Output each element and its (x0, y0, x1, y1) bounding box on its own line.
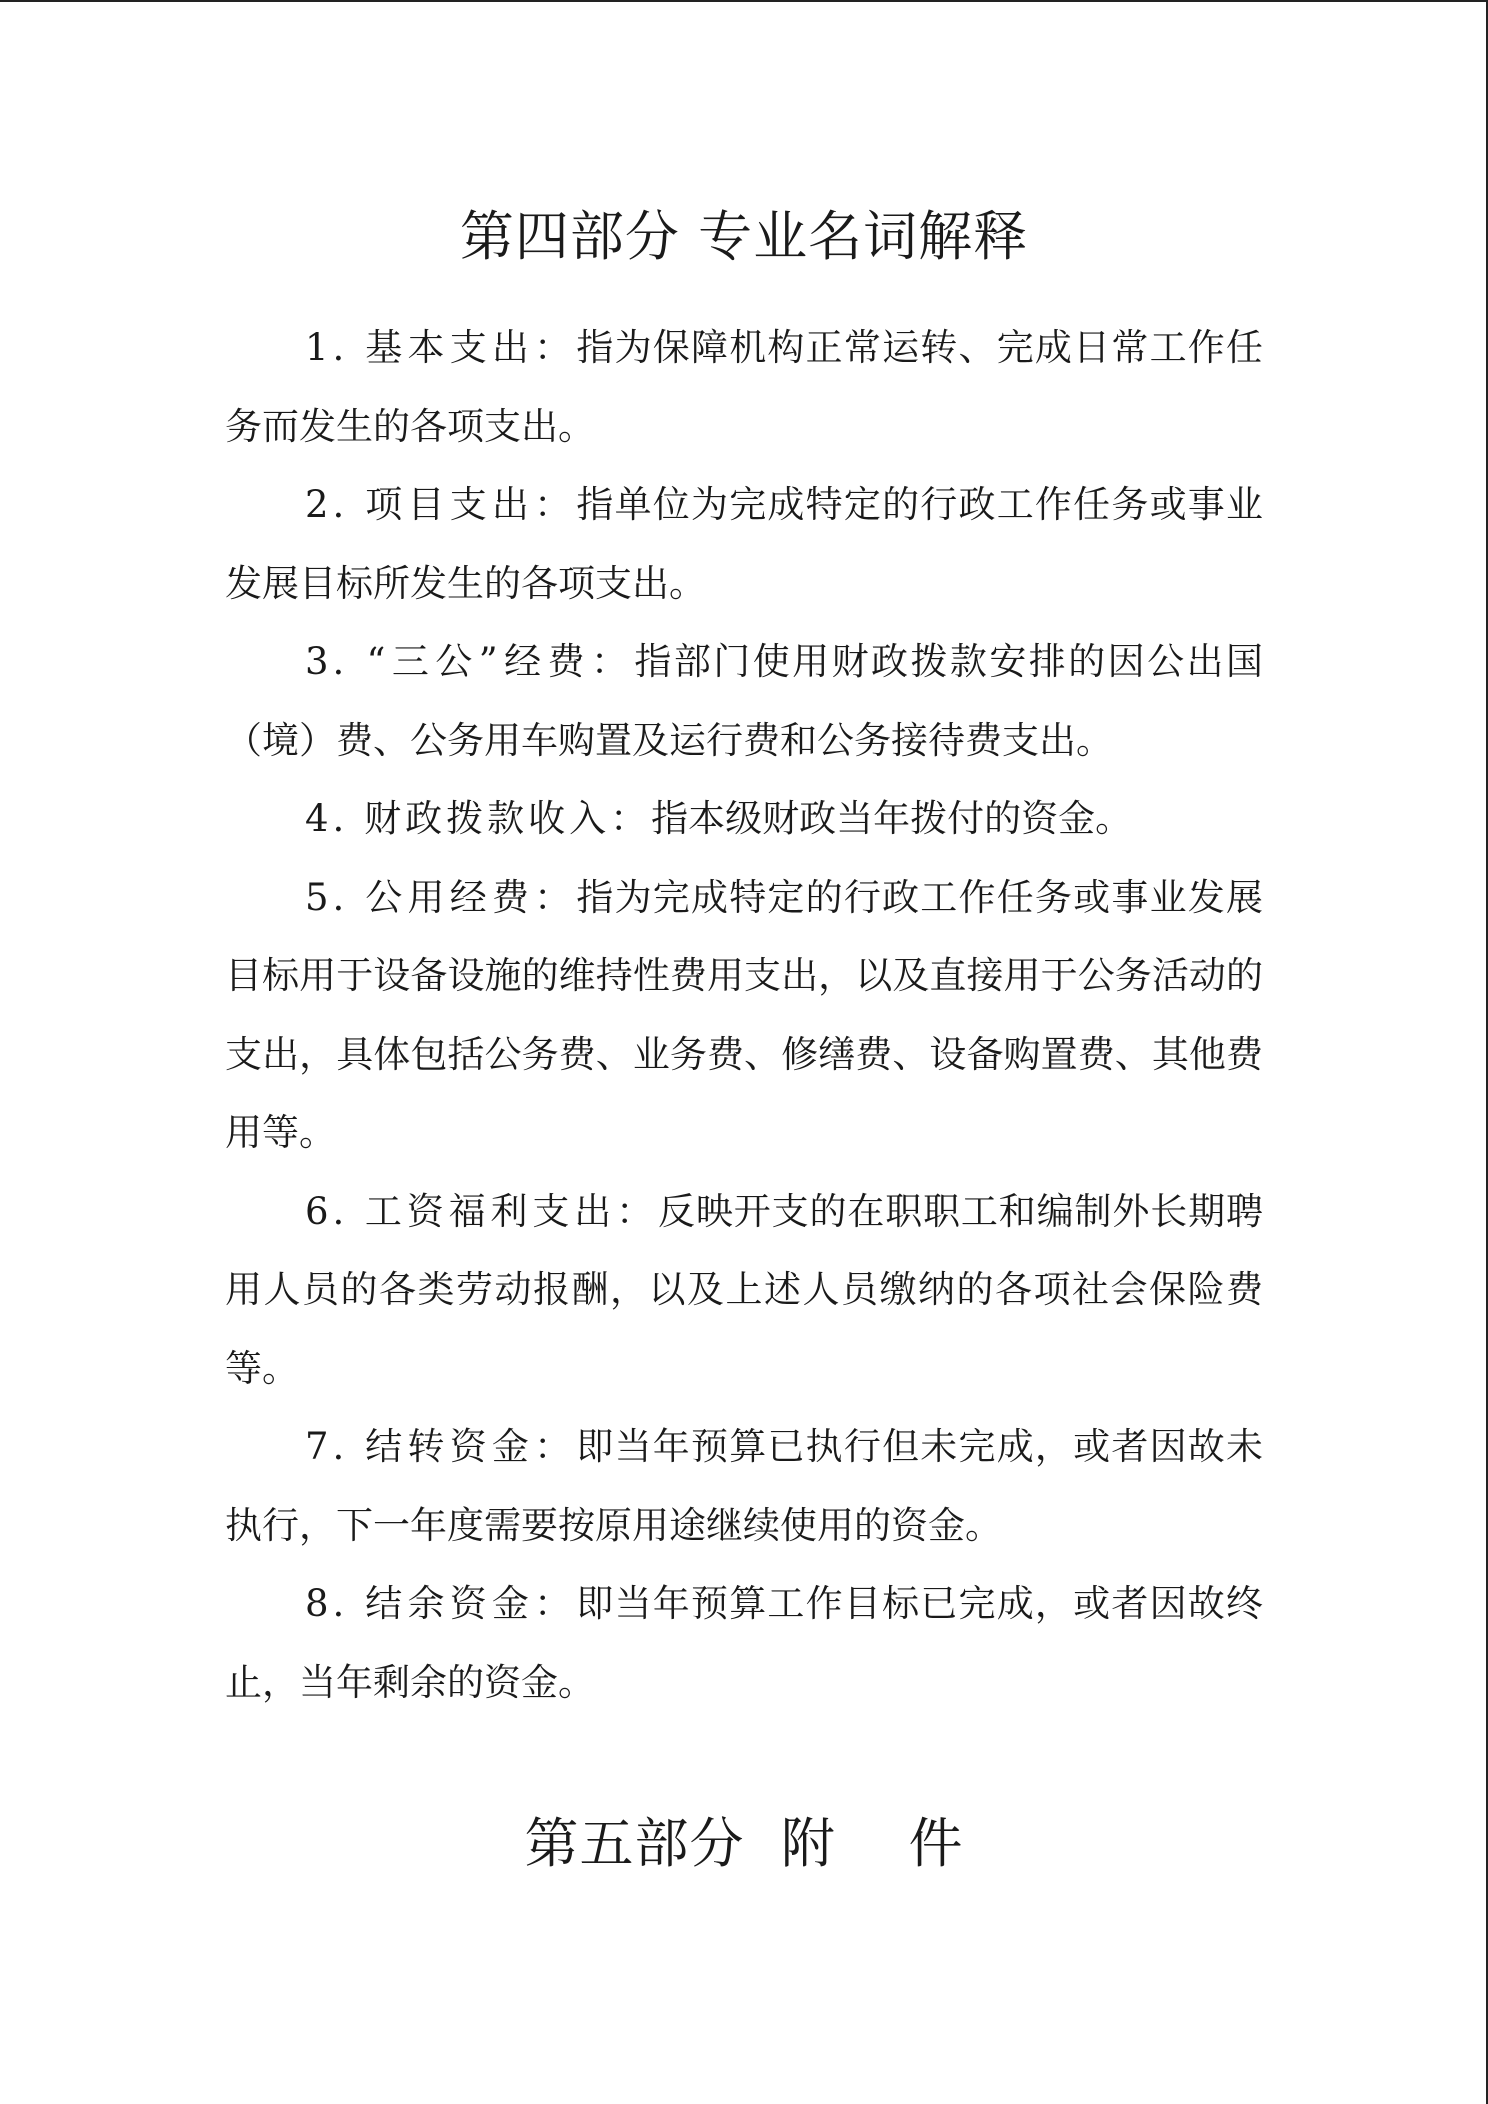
glossary-definition: 反映开支的在职职工和编制外长期聘用人员的各类劳动报酬，以及上述人员缴纳的各项社会保险费等。 (225, 1189, 1263, 1390)
glossary-list (225, 309, 1263, 1722)
glossary-definition: 指单位为完成特定的行政工作任务或事业发展目标所发生的各项支出。 (225, 483, 1263, 605)
glossary-term: 7. 结转资金： (305, 1425, 577, 1468)
glossary-definition: 即当年预算已执行但未完成，或者因故未执行，下一年度需要按原用途继续使用的资金。 (225, 1425, 1263, 1547)
section-title-part5: 第五部分 附 件 (524, 1812, 964, 1875)
glossary-item-3 (225, 623, 1263, 780)
glossary-item-7 (225, 1408, 1263, 1565)
glossary-definition: 指为保障机构正常运转、完成日常工作任务而发生的各项支出。 (225, 326, 1263, 448)
glossary-item-5 (225, 859, 1263, 1173)
glossary-item-2 (225, 466, 1263, 623)
glossary-definition: 指本级财政当年拨付的资金。 (651, 797, 1133, 840)
glossary-term: 6. 工资福利支出： (305, 1189, 658, 1233)
glossary-definition: 指部门使用财政拨款安排的因公出国（境）费、公务用车购置及运行费和公务接待费支出。 (225, 640, 1263, 762)
glossary-definition: 指为完成特定的行政工作任务或事业发展目标用于设备设施的维持性费用支出，以及直接用于公务活动的支出，具体包括公务费、业务费、修缮费、设备购置费、其他费用等。 (225, 875, 1263, 1154)
glossary-item-4 (225, 780, 1263, 859)
glossary-item-6 (225, 1173, 1263, 1409)
glossary-term: 5. 公用经费： (305, 875, 577, 919)
glossary-item-8 (225, 1565, 1263, 1722)
glossary-term: 2. 项目支出： (305, 483, 577, 526)
glossary-item-1 (225, 309, 1263, 466)
glossary-term: 3. “三公”经费： (305, 640, 635, 683)
glossary-definition: 即当年预算工作目标已完成，或者因故终止，当年剩余的资金。 (225, 1582, 1263, 1704)
glossary-term: 1. 基本支出： (305, 326, 577, 369)
glossary-term: 4. 财政拨款收入： (305, 797, 652, 840)
glossary-term: 8. 结余资金： (305, 1582, 577, 1625)
section-title-part4: 第四部分 专业名词解释 (459, 205, 1029, 268)
